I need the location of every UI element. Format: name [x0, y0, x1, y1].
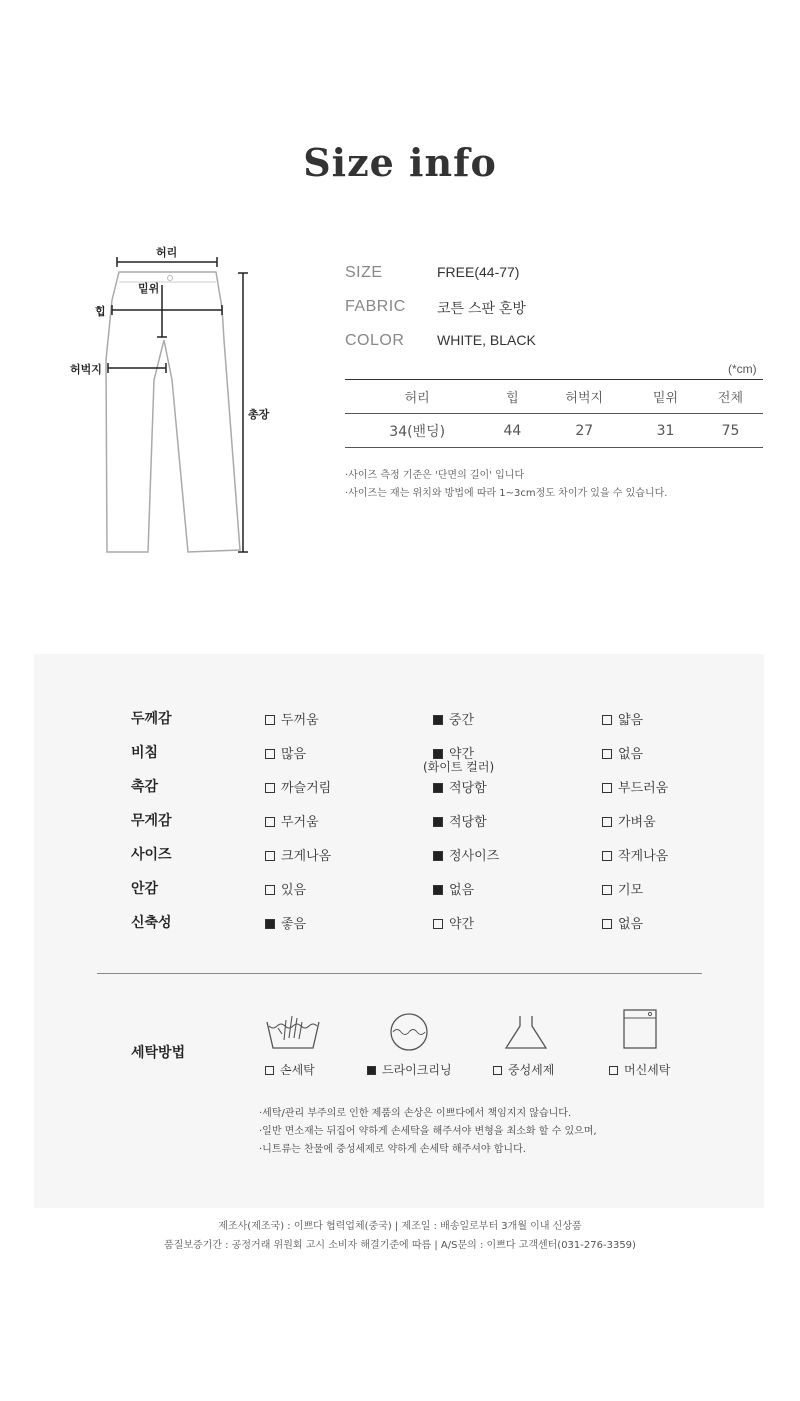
attribute-option-label: 중간: [449, 713, 475, 728]
divider: [97, 973, 702, 974]
table-cell: 27: [575, 422, 594, 439]
attribute-option: [265, 777, 331, 796]
attribute-option: [433, 913, 474, 932]
table-cell: 34(밴딩): [389, 423, 446, 440]
care-note-line: ·세탁/관리 부주의로 인한 제품의 손상은 이쁘다에서 책임지지 않습니다.: [259, 1108, 572, 1119]
diagram-label-waist: 허리: [156, 246, 178, 259]
attribute-row: [34, 878, 764, 912]
footer-info: [0, 1217, 800, 1255]
attribute-option: [433, 879, 474, 898]
attribute-option-label: 적당함: [449, 781, 487, 796]
care-note-line: ·일반 면소재는 뒤집어 약하게 손세탁을 해주셔야 변형을 최소화 할 수 있으며,: [259, 1126, 597, 1137]
attribute-sub-note: (화이트 컬러): [423, 760, 495, 774]
attribute-name: 안감: [131, 881, 159, 897]
attribute-option-label: 약간: [449, 917, 475, 932]
attribute-option-label: 까슬거림: [281, 781, 332, 796]
wash-title: 세탁방법: [131, 1045, 186, 1061]
table-cell: 44: [503, 422, 522, 439]
attribute-option-label: 가벼움: [618, 815, 656, 830]
info-key: FABRIC: [345, 298, 406, 315]
wash-method-neutral: [493, 1061, 554, 1078]
checkbox-checked-icon: [265, 919, 275, 929]
attribute-option: [602, 709, 643, 728]
table-header: 전체: [717, 391, 744, 406]
info-value: 코튼 스판 혼방: [437, 300, 526, 316]
checkbox-icon: [602, 783, 612, 793]
attribute-option: [433, 811, 487, 830]
attribute-option: [602, 811, 656, 830]
size-table: [345, 379, 763, 448]
attribute-option-label: 없음: [449, 883, 475, 898]
attribute-option-label: 약간: [449, 747, 475, 762]
wash-method-dry: [367, 1061, 452, 1078]
attribute-option-label: 없음: [618, 917, 644, 932]
attribute-option-label: 있음: [281, 883, 307, 898]
attribute-option: [265, 913, 306, 932]
checkbox-icon: [602, 885, 612, 895]
attribute-option: [433, 709, 474, 728]
checkbox-checked-icon: [433, 851, 443, 861]
neutral-detergent-icon: [504, 1014, 548, 1050]
table-row: [345, 414, 763, 448]
attribute-option: [265, 709, 319, 728]
checkbox-icon: [265, 851, 275, 861]
info-value: FREE(44-77): [437, 264, 520, 280]
wash-method-machine: [609, 1061, 670, 1078]
wash-method-label: 머신세탁: [624, 1063, 671, 1077]
attribute-option-label: 많음: [281, 747, 307, 762]
dry-clean-icon: [389, 1012, 429, 1052]
checkbox-checked-icon: [433, 715, 443, 725]
attribute-name: 신축성: [131, 915, 172, 931]
attribute-option: [265, 743, 306, 762]
attribute-row: [34, 776, 764, 810]
attribute-option-label: 없음: [618, 747, 644, 762]
info-key: COLOR: [345, 332, 405, 349]
attribute-option-label: 크게나옴: [281, 849, 332, 864]
checkbox-icon: [609, 1066, 618, 1075]
checkbox-checked-icon: [433, 817, 443, 827]
pants-outline-icon: [60, 240, 290, 570]
checkbox-checked-icon: [433, 885, 443, 895]
attribute-option: [602, 913, 643, 932]
checkbox-checked-icon: [433, 783, 443, 793]
checkbox-icon: [265, 783, 275, 793]
table-header: 허리: [404, 391, 430, 406]
info-key: SIZE: [345, 264, 383, 281]
table-cell: 75: [721, 422, 740, 439]
checkbox-icon: [602, 817, 612, 827]
diagram-label-hip: 힙: [95, 305, 106, 318]
care-note-line: ·니트류는 찬물에 중성세제로 약하게 손세탁 해주셔야 합니다.: [259, 1144, 526, 1155]
hand-wash-icon: [264, 1012, 322, 1052]
attribute-option: [433, 845, 499, 864]
diagram-label-thigh: 허벅지: [70, 363, 102, 376]
wash-method-label: 손세탁: [280, 1063, 315, 1077]
table-cell: 31: [656, 422, 675, 439]
attribute-option: [602, 777, 668, 796]
attribute-option: [602, 743, 643, 762]
attribute-option-label: 부드러움: [618, 781, 669, 796]
attribute-row: [34, 810, 764, 844]
pants-diagram: [60, 240, 290, 570]
diagram-label-rise: 밑위: [138, 282, 160, 295]
diagram-label-length: 총장: [248, 408, 270, 421]
table-header-row: [345, 380, 763, 414]
footer-line: 제조사(제조국) : 이쁘다 협력업체(중국) | 제조일 : 배송일로부터 3개월 이내 신상품: [218, 1221, 582, 1232]
table-header: 허벅지: [565, 391, 604, 406]
note-line: ·사이즈 측정 기준은 '단면의 길이' 입니다: [345, 470, 525, 481]
attribute-option-label: 무거움: [281, 815, 319, 830]
note-line: ·사이즈는 재는 위치와 방법에 따라 1~3cm정도 차이가 있을 수 있습니다.: [345, 488, 668, 499]
info-row-fabric: [345, 296, 765, 330]
product-info: [345, 262, 765, 364]
wash-method-label: 드라이크리닝: [382, 1063, 452, 1077]
footer-line: 품질보증기간 : 공정거래 위원회 고시 소비자 해결기준에 따름 | A/S문의 : 이쁘다 고객센터(031-276-3359): [164, 1240, 636, 1251]
attribute-name: 촉감: [131, 779, 159, 795]
info-row-size: [345, 262, 765, 296]
checkbox-icon: [602, 851, 612, 861]
attribute-option: [265, 811, 319, 830]
attribute-option: [433, 777, 487, 796]
attribute-option-label: 기모: [618, 883, 644, 898]
attribute-row: [34, 708, 764, 742]
table-header: 힙: [506, 391, 519, 406]
attribute-name: 무게감: [131, 813, 172, 829]
attribute-name: 사이즈: [131, 847, 172, 863]
checkbox-icon: [265, 749, 275, 759]
checkbox-icon: [602, 919, 612, 929]
size-notes: [345, 467, 667, 503]
table-header: 밑위: [652, 391, 679, 406]
attribute-option-label: 좋음: [281, 917, 307, 932]
attribute-option-label: 두꺼움: [281, 713, 319, 728]
checkbox-icon: [602, 715, 612, 725]
attribute-option-label: 적당함: [449, 815, 487, 830]
checkbox-icon: [265, 1066, 274, 1075]
care-notes: [259, 1105, 597, 1159]
attribute-row: [34, 912, 764, 946]
checkbox-icon: [265, 715, 275, 725]
attribute-option-label: 작게나옴: [618, 849, 669, 864]
attribute-option: [602, 879, 643, 898]
page-title: Size info: [303, 140, 497, 185]
washing-machine-icon: [622, 1008, 658, 1050]
checkbox-icon: [265, 885, 275, 895]
checkbox-icon: [265, 817, 275, 827]
attribute-name: 두께감: [131, 711, 172, 727]
unit-label: (*cm): [728, 362, 757, 376]
attribute-option: [265, 845, 331, 864]
attribute-option: [265, 879, 306, 898]
checkbox-icon: [433, 919, 443, 929]
info-row-color: [345, 330, 765, 364]
attribute-row: [34, 742, 764, 776]
checkbox-icon: [493, 1066, 502, 1075]
info-value: WHITE, BLACK: [437, 332, 536, 348]
attribute-name: 비침: [131, 745, 159, 761]
attribute-option: [602, 845, 668, 864]
wash-method-hand: [265, 1061, 315, 1078]
attribute-option-label: 얇음: [618, 713, 644, 728]
checkbox-checked-icon: [367, 1066, 376, 1075]
attribute-option-label: 정사이즈: [449, 849, 500, 864]
attribute-row: [34, 844, 764, 878]
wash-method-label: 중성세제: [508, 1063, 555, 1077]
checkbox-icon: [602, 749, 612, 759]
fabric-attributes-panel: [34, 654, 764, 1208]
